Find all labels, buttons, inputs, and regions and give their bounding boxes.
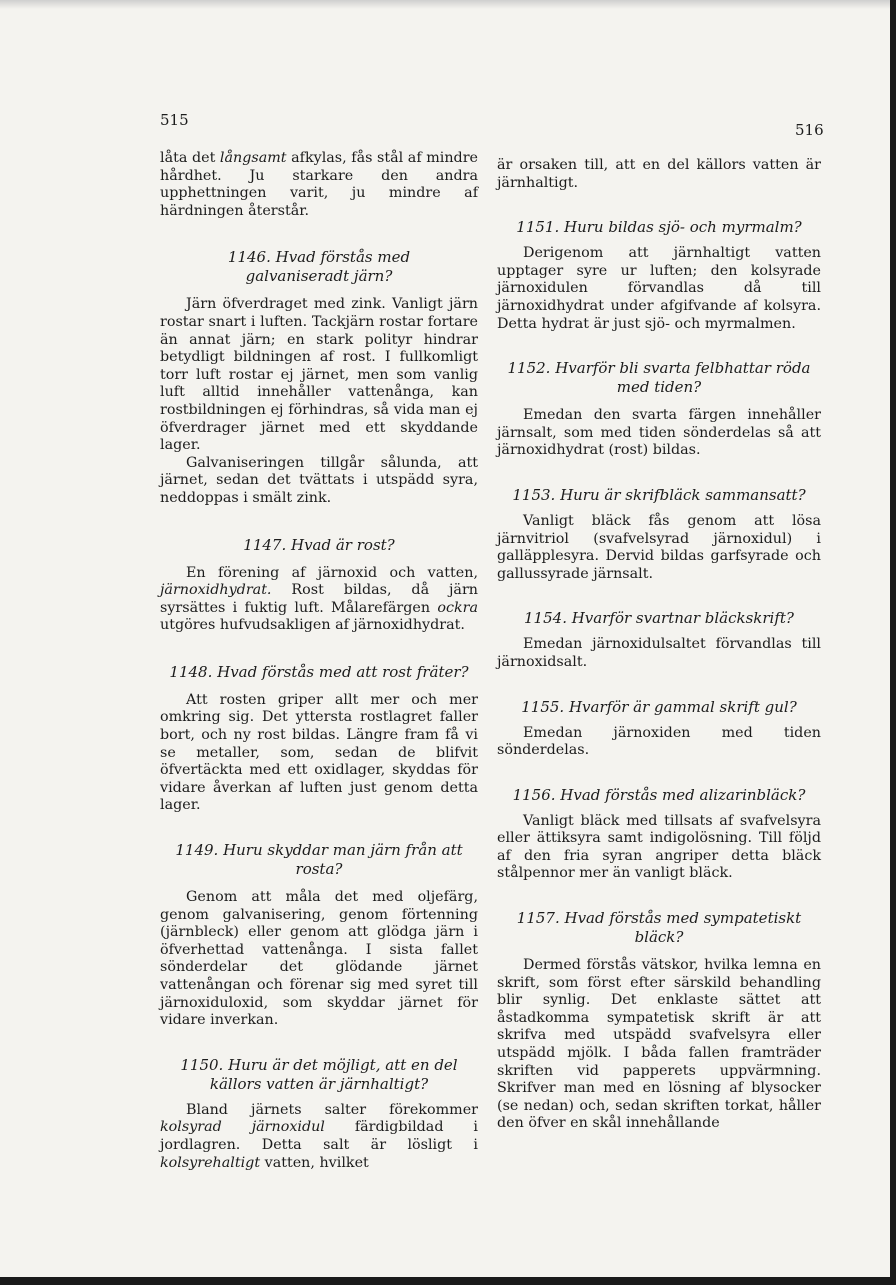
left-column bbox=[160, 150, 478, 1172]
question-heading-1150: 1150. Huru är det möjligt, att en del källors vatten är järnhaltigt? bbox=[180, 1055, 458, 1093]
paragraph-continued-right: är orsaken till, att en del källors vatten är järnhaltigt. bbox=[497, 157, 821, 191]
answer-1152: Emedan den svarta färgen innehåller järnsalt, som med tiden sönderdelas så att järnoxidhydrat (rost) bildas. bbox=[497, 407, 821, 459]
answer-1153: Vanligt bläck fås genom att lösa järnvitriol (svafvelsyrad järnoxidul) i galläpplesyra. Dervid bildas garfsyrade och gallussyrade järnsalt. bbox=[497, 512, 821, 582]
answer-1157: Dermed förstås vätskor, hvilka lemna en skrift, som först efter särskild behandling blir synlig. Det enklaste sättet att åstadkomma sympatetisk skrift är att skrifva med utspädd svafvelsyra eller utspädd mjölk. I båda fallen framträder skriften vid papperets uppvärmning. Skrifver man med en lösning af blysocker (se nedan) och, sedan skriften torkat, håller den öfver en skål innehållande bbox=[497, 957, 821, 1132]
question-heading-1156: 1156. Hvad förstås med alizarinbläck? bbox=[512, 785, 806, 804]
question-heading-1152: 1152. Hvarför bli svarta felbhattar röda med tiden? bbox=[507, 359, 811, 397]
answer-1151: Derigenom att järnhaltigt vatten upptager syre ur luften; den kolsyrade järnoxidulen förvandlas då till järnoxidhydrat under afgifvande af kolsyra. Detta hydrat är just sjö- och myrmalmen. bbox=[497, 245, 821, 332]
question-heading-1149: 1149. Huru skyddar man järn från att rosta? bbox=[175, 841, 463, 879]
answer-1155: Emedan järnoxiden med tiden sönderdelas. bbox=[497, 724, 821, 759]
question-heading-1147: 1147. Hvad är rost? bbox=[243, 535, 395, 554]
scan-top-edge bbox=[0, 0, 896, 9]
scan-right-edge bbox=[890, 0, 896, 1285]
question-heading-1151: 1151. Huru bildas sjö- och myrmalm? bbox=[516, 218, 802, 237]
scan-bottom-edge bbox=[0, 1277, 896, 1285]
paragraph-continued: låta det långsamt afkylas, fås stål af mindre hårdhet. Ju starkare den andra upphettningen varit, ju mindre af härdningen återstår. bbox=[160, 150, 479, 219]
answer-1146: Järn öfverdraget med zink. Vanligt järn rostar snart i luften. Tackjärn rostar fortare än annat järn; en stark polityr hindrar betydligt bildningen af rost. I fullkomligt torr luft rostar ej järnet, men som vanlig luft alltid innehåller vattenånga, kan rostbildningen ej förhindras, så vida man ej öfverdrager järnet med ett skyddande lager. bbox=[160, 296, 478, 454]
answer-1146-continued: Galvaniseringen tillgår sålunda, att järnet, sedan det tvättats i utspädd syra, neddoppas i smält zink. bbox=[160, 454, 478, 506]
answer-1147: En förening af järnoxid och vatten, järnoxidhydrat. Rost bildas, då järn syrsättes i fuktig luft. Målarefärgen ockra utgöres hufvudsakligen af järnoxidhydrat. bbox=[160, 564, 478, 634]
answer-1150: Bland järnets salter förekommer kolsyrad järnoxidul färdigbildad i jordlagren. Detta salt är lösligt i kolsyrehaltigt vatten, hvilket bbox=[160, 1101, 478, 1171]
answer-1149: Genom att måla det med oljefärg, genom galvanisering, genom förtenning (järnbleck) eller genom att glödga järn i öfverhettad vattenånga. I sista fallet sönderdelar det glödande järnet vattenångan och förenar sig med syret till järnoxiduloxid, som skyddar järnet för vidare inverkan. bbox=[160, 889, 478, 1029]
question-heading-1146: 1146. Hvad förstås med galvaniseradt järn? bbox=[227, 248, 411, 286]
right-column bbox=[497, 157, 821, 1133]
question-heading-1155: 1155. Hvarför är gammal skrift gul? bbox=[521, 697, 797, 716]
answer-1148: Att rosten griper allt mer och mer omkring sig. Det yttersta rostlagret faller bort, och ny rost bildas. Längre fram få vi se metaller, som, sedan de blifvit öfvertäckta med ett oxidlager, skyddas för vidare åverkan af luften just genom detta lager. bbox=[160, 691, 478, 814]
answer-1154: Emedan järnoxidulsaltet förvandlas till järnoxidsalt. bbox=[497, 636, 821, 670]
question-heading-1157: 1157. Hvad förstås med sympatetiskt bläck? bbox=[516, 909, 802, 947]
answer-1156: Vanligt bläck med tillsats af svafvelsyra eller ättiksyra samt indigolösning. Till följd af den fria syran angriper detta bläck stålpennor mer än vanligt bläck. bbox=[497, 812, 821, 882]
page-number-left: 515 bbox=[160, 111, 189, 129]
question-heading-1154: 1154. Hvarför svartnar bläckskrift? bbox=[524, 609, 794, 628]
page-number-right: 516 bbox=[795, 121, 824, 139]
question-heading-1153: 1153. Huru är skrifbläck sammansatt? bbox=[512, 485, 806, 504]
question-heading-1148: 1148. Hvad förstås med att rost fräter? bbox=[169, 662, 469, 681]
